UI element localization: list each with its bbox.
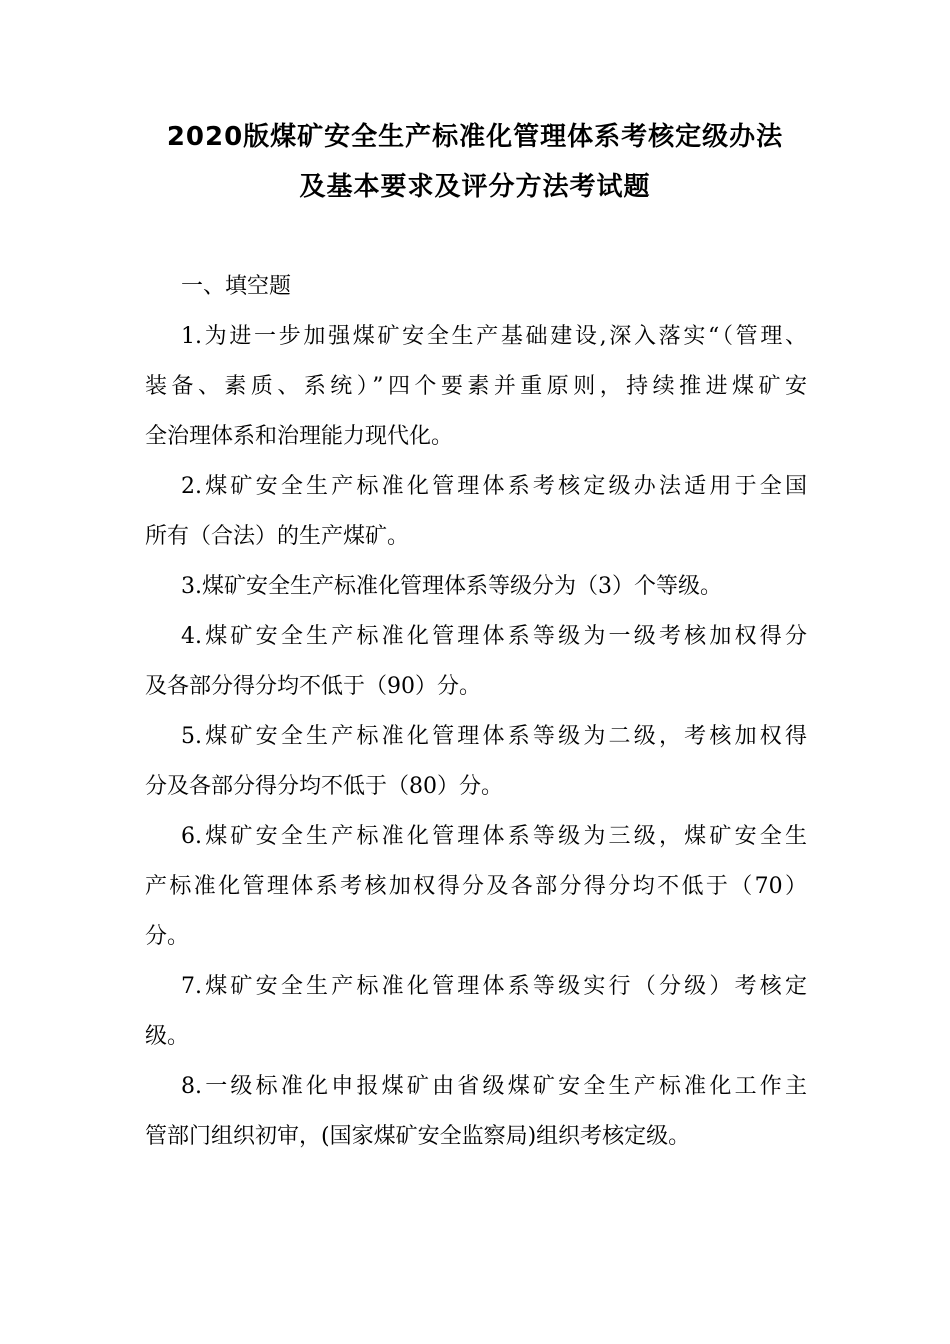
question-line: 管部门组织初审，(国家煤矿安全监察局)组织考核定级。: [145, 1124, 691, 1149]
document-title: [143, 112, 807, 212]
question-8: [145, 1062, 807, 1162]
question-2: [145, 462, 807, 562]
section-heading-text: 一、填空题: [181, 274, 292, 299]
question-line: 产标准化管理体系考核加权得分及各部分得分均不低于（70）: [145, 874, 807, 899]
question-line: 5.煤矿安全生产标准化管理体系等级为二级，考核加权得: [181, 724, 807, 749]
question-line: 8.一级标准化申报煤矿由省级煤矿安全生产标准化工作主: [181, 1074, 807, 1099]
question-line: 所有（合法）的生产煤矿。: [145, 524, 410, 549]
document-body: [145, 262, 807, 1162]
question-line: 分。: [145, 924, 190, 949]
question-line: 6.煤矿安全生产标准化管理体系等级为三级，煤矿安全生: [181, 824, 807, 849]
section-heading: [145, 262, 807, 312]
question-line: 3.煤矿安全生产标准化管理体系等级分为（3）个等级。: [181, 574, 722, 599]
question-line: 全治理体系和治理能力现代化。: [145, 424, 454, 449]
question-line: 及各部分得分均不低于（90）分。: [145, 674, 481, 699]
question-5: [145, 712, 807, 812]
question-line: 7.煤矿安全生产标准化管理体系等级实行（分级）考核定: [181, 974, 807, 999]
question-7: [145, 962, 807, 1062]
question-6: [145, 812, 807, 962]
question-line: 装备、素质、系统）”四个要素并重原则，持续推进煤矿安: [145, 374, 807, 399]
title-line-2: 及基本要求及评分方法考试题: [299, 172, 651, 202]
question-4: [145, 612, 807, 712]
question-line: 级。: [145, 1024, 190, 1049]
question-line: 4.煤矿安全生产标准化管理体系等级为一级考核加权得分: [181, 624, 807, 649]
title-line-1: 2020版煤矿安全生产标准化管理体系考核定级办法: [166, 122, 784, 152]
question-line: 2.煤矿安全生产标准化管理体系考核定级办法适用于全国: [181, 474, 807, 499]
question-line: 分及各部分得分均不低于（80）分。: [145, 774, 503, 799]
question-line: 1.为进一步加强煤矿安全生产基础建设,深入落实“（管理、: [181, 324, 807, 349]
question-1: [145, 312, 807, 462]
question-3: [145, 562, 807, 612]
